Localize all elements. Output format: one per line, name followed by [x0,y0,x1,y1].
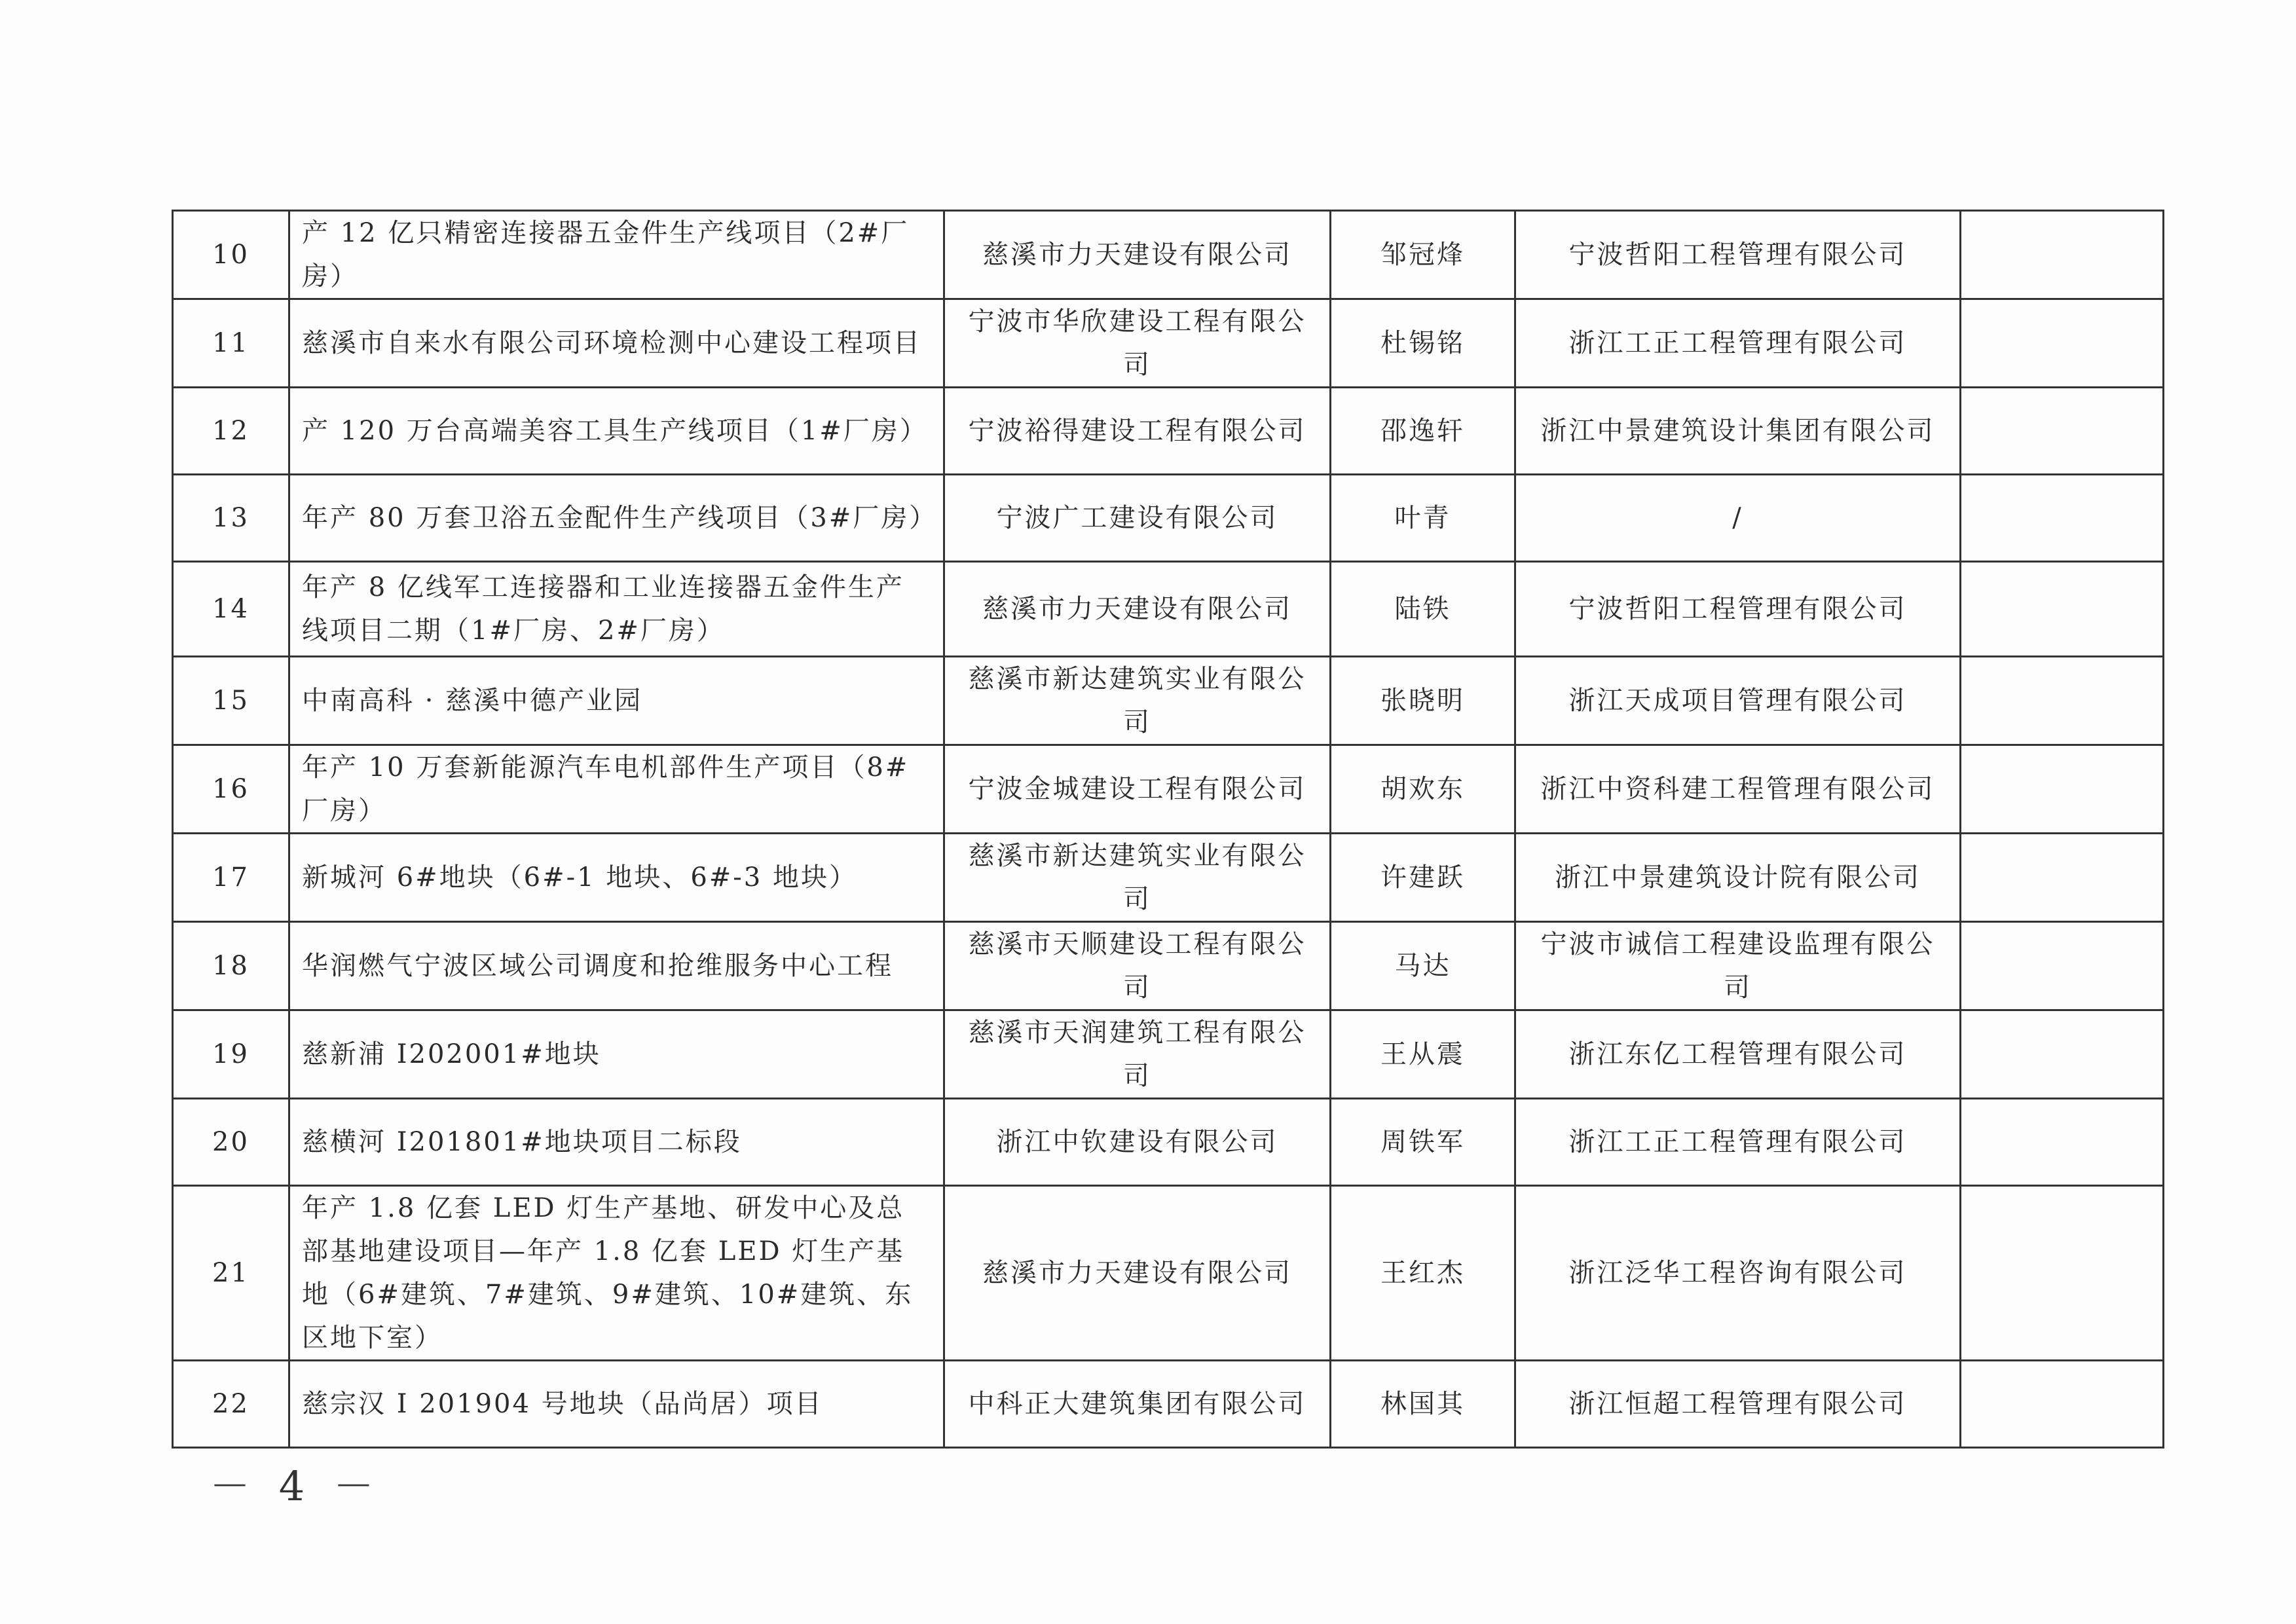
table-row [173,211,2164,299]
project-manager: 马达 [1331,922,1515,1010]
supervision-company: 浙江泛华工程咨询有限公司 [1515,1186,1961,1361]
table-row [173,1361,2164,1448]
remark-cell [1961,1099,2164,1186]
row-number: 22 [173,1361,289,1448]
construction-company: 慈溪市力天建设有限公司 [944,1186,1331,1361]
project-manager: 王从震 [1331,1010,1515,1099]
row-number: 14 [173,562,289,657]
remark-cell [1961,562,2164,657]
remark-cell [1961,745,2164,834]
supervision-company: 宁波市诚信工程建设监理有限公司 [1515,922,1961,1010]
construction-company: 中科正大建筑集团有限公司 [944,1361,1331,1448]
construction-company: 慈溪市新达建筑实业有限公司 [944,657,1331,745]
row-number: 18 [173,922,289,1010]
project-name: 年产 80 万套卫浴五金配件生产线项目（3#厂房） [289,475,944,562]
construction-company: 宁波市华欣建设工程有限公司 [944,299,1331,388]
construction-company: 慈溪市力天建设有限公司 [944,562,1331,657]
project-name: 中南高科 · 慈溪中德产业园 [289,657,944,745]
remark-cell [1961,1186,2164,1361]
table-row [173,1099,2164,1186]
project-manager: 陆铁 [1331,562,1515,657]
supervision-company: 浙江工正工程管理有限公司 [1515,1099,1961,1186]
remark-cell [1961,1010,2164,1099]
supervision-company: 宁波哲阳工程管理有限公司 [1515,562,1961,657]
remark-cell [1961,388,2164,475]
supervision-company: 浙江恒超工程管理有限公司 [1515,1361,1961,1448]
remark-cell [1961,211,2164,299]
project-name: 慈溪市自来水有限公司环境检测中心建设工程项目 [289,299,944,388]
construction-company: 慈溪市力天建设有限公司 [944,211,1331,299]
project-table [172,210,2164,1449]
supervision-company: 浙江中资科建工程管理有限公司 [1515,745,1961,834]
remark-cell [1961,657,2164,745]
project-manager: 邵逸轩 [1331,388,1515,475]
construction-company: 慈溪市天润建筑工程有限公司 [944,1010,1331,1099]
project-manager: 张晓明 [1331,657,1515,745]
project-name: 慈宗汉 I 201904 号地块（品尚居）项目 [289,1361,944,1448]
table-row [173,1186,2164,1361]
row-number: 21 [173,1186,289,1361]
row-number: 17 [173,834,289,922]
remark-cell [1961,1361,2164,1448]
construction-company: 慈溪市新达建筑实业有限公司 [944,834,1331,922]
remark-cell [1961,834,2164,922]
row-number: 15 [173,657,289,745]
row-number: 19 [173,1010,289,1099]
table-row [173,475,2164,562]
project-name: 慈新浦 I202001#地块 [289,1010,944,1099]
supervision-company: 浙江中景建筑设计集团有限公司 [1515,388,1961,475]
table-row [173,745,2164,834]
table-row [173,922,2164,1010]
project-manager: 许建跃 [1331,834,1515,922]
project-name: 年产 10 万套新能源汽车电机部件生产项目（8#厂房） [289,745,944,834]
row-number: 13 [173,475,289,562]
project-name: 新城河 6#地块（6#-1 地块、6#-3 地块） [289,834,944,922]
table-row [173,388,2164,475]
row-number: 16 [173,745,289,834]
remark-cell [1961,475,2164,562]
project-name: 年产 8 亿线军工连接器和工业连接器五金件生产线项目二期（1#厂房、2#厂房） [289,562,944,657]
row-number: 12 [173,388,289,475]
project-name: 产 12 亿只精密连接器五金件生产线项目（2#厂房） [289,211,944,299]
remark-cell [1961,922,2164,1010]
remark-cell [1961,299,2164,388]
supervision-company: 宁波哲阳工程管理有限公司 [1515,211,1961,299]
project-manager: 王红杰 [1331,1186,1515,1361]
table-row [173,657,2164,745]
project-manager: 胡欢东 [1331,745,1515,834]
project-name: 华润燃气宁波区域公司调度和抢维服务中心工程 [289,922,944,1010]
page-number: － 4 － [210,1462,382,1510]
table-row [173,299,2164,388]
table-row [173,562,2164,657]
construction-company: 宁波金城建设工程有限公司 [944,745,1331,834]
row-number: 20 [173,1099,289,1186]
supervision-company: 浙江东亿工程管理有限公司 [1515,1010,1961,1099]
project-manager: 林国其 [1331,1361,1515,1448]
supervision-company: 浙江天成项目管理有限公司 [1515,657,1961,745]
construction-company: 浙江中钦建设有限公司 [944,1099,1331,1186]
supervision-company: 浙江中景建筑设计院有限公司 [1515,834,1961,922]
construction-company: 宁波裕得建设工程有限公司 [944,388,1331,475]
project-manager: 邹冠烽 [1331,211,1515,299]
table-row [173,1010,2164,1099]
supervision-company: / [1515,475,1961,562]
construction-company: 慈溪市天顺建设工程有限公司 [944,922,1331,1010]
project-name: 产 120 万台高端美容工具生产线项目（1#厂房） [289,388,944,475]
row-number: 11 [173,299,289,388]
project-manager: 叶青 [1331,475,1515,562]
project-name: 年产 1.8 亿套 LED 灯生产基地、研发中心及总部基地建设项目—年产 1.8 亿套 LED 灯生产基地（6#建筑、7#建筑、9#建筑、10#建筑、东区地下室） [289,1186,944,1361]
supervision-company: 浙江工正工程管理有限公司 [1515,299,1961,388]
project-manager: 周铁军 [1331,1099,1515,1186]
row-number: 10 [173,211,289,299]
construction-company: 宁波广工建设有限公司 [944,475,1331,562]
project-name: 慈横河 I201801#地块项目二标段 [289,1099,944,1186]
table-row [173,834,2164,922]
project-manager: 杜锡铭 [1331,299,1515,388]
